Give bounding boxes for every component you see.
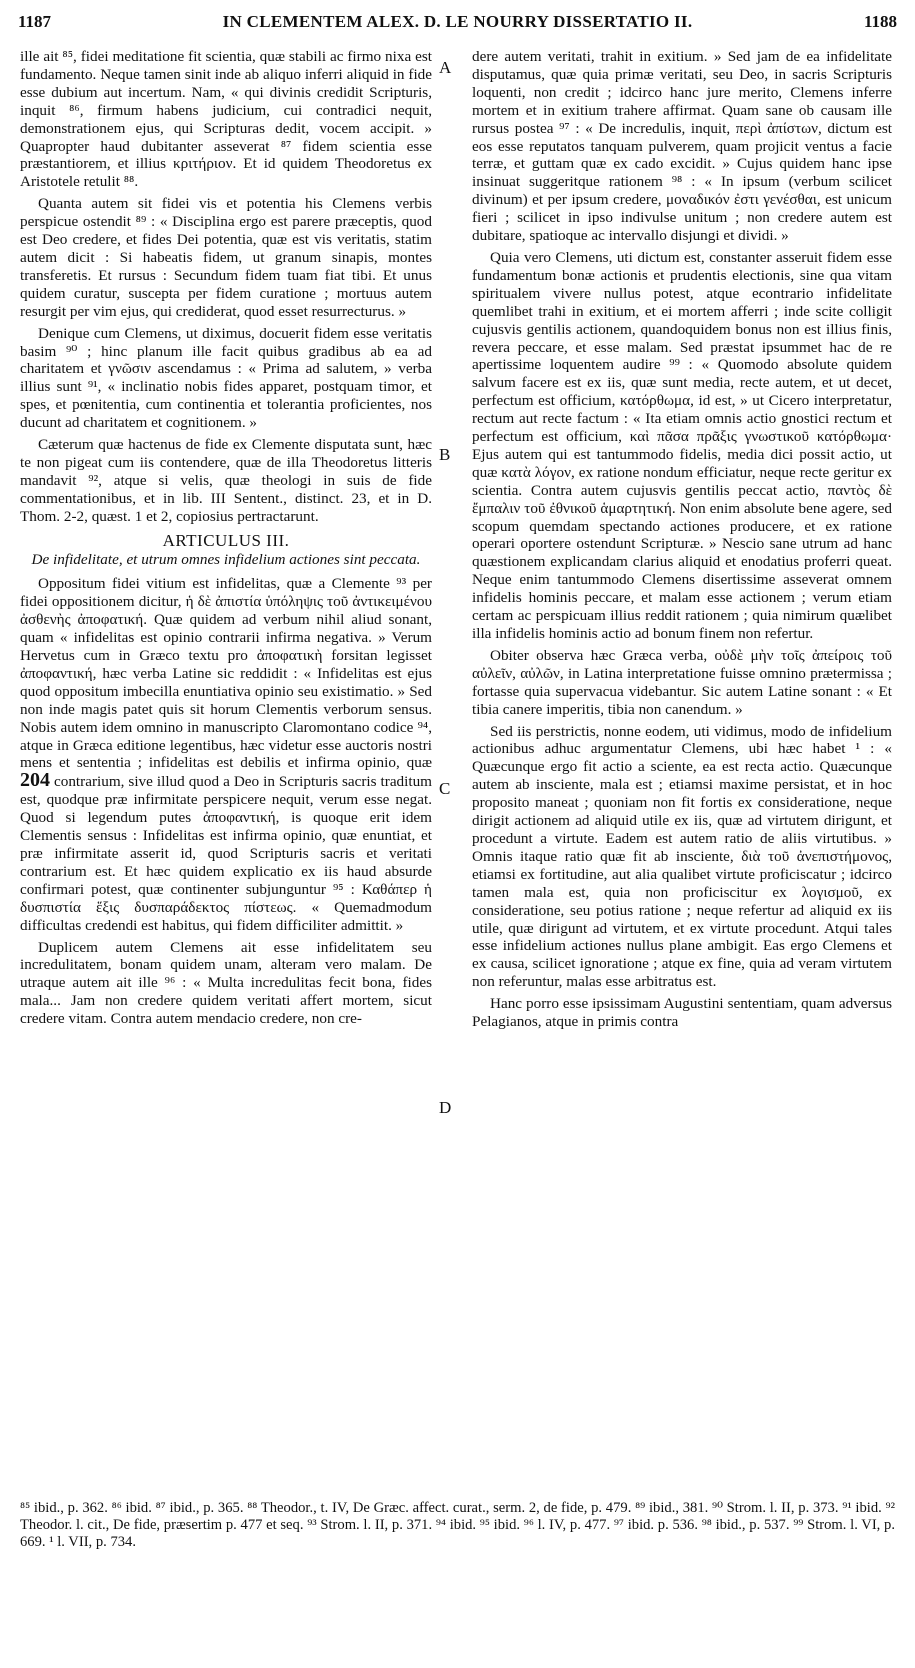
- section-marker-b: B: [439, 445, 451, 464]
- paragraph-text: contrarium, sive illud quod a Deo in Scripturis sacris traditum est, quodque præ infirmitate perspicere nequit, verum esse negat. Quod si legendum putes ἀποφαντική, is quoque erit idem Clementis sensus : Infidelitas est infirma opinio, quæ enuntiat, et præ infirmitate asserit id, quod Scripturis sacris et veritati contrarium est. Et hæc quidem explicatio ex iis haud absurde confirmari potest, quæ continenter subjunguntur ⁹⁵ : Καθάπερ ἡ δυσπιστία ἕξις δυσπαράδεκτος πίστεως. « Quemadmodum difficultas credendi est habitus, qui fidem difficiliter admittit. »: [20, 773, 432, 934]
- paragraph: Quia vero Clemens, uti dictum est, constanter asseruit fidem esse fundamentum bonæ actionis et prudentis electionis, sine qua vitam spiritualem vivere nullus potest, atque econtrario infidelitate quemlibet trahi in exitium, et ei mortem afferri ; inde scite colligit cujusvis gentilis actionem, quandoquidem bonus non est illius finis, revera peccare, et esse malam. Sed præstat ipsummet hac de re apertissime loquentem audire ⁹⁹ : « Quomodo absolute quidem salvum facere est ex iis, quæ sunt media, recte autem, et ut decet, perfectum est officium, κατόρθωμα, id est, » ut Cicero interpretatur, rectum aut recte factum : « Ita etiam omnis actio gnostici rectum et perfectum est officium, καὶ πᾶσα πρᾶξις γνωστικοῦ κατόρθωμα· Ejus autem qui est tantummodo fidelis, media dici possit actio, ut quæ κατὰ λόγον, ex ratione nondum efficiatur, neque recte geritur ex scientia. Contra autem cujusvis gentilis peccat actio, παντὸς δὲ ἔμπαλιν τοῦ ἐθνικοῦ ἁμαρτητική. Non enim absolute bene agere, sed scopum quemdam spectando actiones producere, et ex ratione operari oportere ostendunt Scripturæ. » Nescio sane utrum ad hanc quæstionem explicandam clarius aliquid et enodatius proferri queat. Neque enim tantummodo Clemens disertissime asseverat omnem infidelis hominis peccare, et malam esse actionem ; verum etiam certam ac perspicuam illius reddit rationem ; quia nimirum quælibet illa infidelis hominis actio ad bonum finem non refertur.: [472, 248, 892, 642]
- section-marker-d: D: [439, 1098, 452, 1117]
- right-column: [472, 48, 892, 1668]
- article-heading: ARTICULUS III.: [162, 530, 290, 550]
- paragraph: Quanta autem sit fidei vis et potentia his Clemens verbis perspicue ostendit ⁸⁹ : « Disciplina ergo est parere præceptis, quod est Deo credere, et fides Dei potentia, quæ est vis veritatis, statim autem dicit : Si habeatis fidem, ut granum sinapis, montes transferetis. Et rursus : Secundum fidem tuam fiat tibi. Et unus quidem curatur, suscepta per fidem curatione ; mortuus autem resurgit per vim ejus, qui crediderat, quod esset resurrecturus. »: [20, 195, 432, 320]
- page-header: [18, 8, 897, 34]
- paragraph: Cæterum quæ hactenus de fide ex Clemente disputata sunt, hæc te non pigeat cum iis contendere, quæ de illa Theodoretus litteris mandavit ⁹², atque si velis, quæ theologi in suis de fide commentationibus, et in lib. III Sentent., distinct. 23, et in D. Thom. 2-2, quæst. 1 et 2, copiosius pertractarunt.: [20, 436, 432, 525]
- paragraph: ille ait ⁸⁵, fidei meditatione fit scientia, quæ stabili ac firmo nixa est fundamento. Neque tamen sinit inde ab aliquo inferri aliquid in fide esse dubium aut incertum. Nam, « qui divinis credidit Scripturis, inquit ⁸⁶, firmum habens judicium, cui contradici nequit, demonstrationem ejus, qui Scripturas dedit, vocem accipit. » Quapropter haud dubitanter asseverat ⁸⁷ fidem scientia esse præstantiorem, et illius κριτήριον. Et id quidem Theodoretus ex Aristotele retulit ⁸⁸.: [20, 48, 432, 191]
- footnotes: ⁸⁵ ibid., p. 362. ⁸⁶ ibid. ⁸⁷ ibid., p. 365. ⁸⁸ Theodor., t. IV, De Græc. affect. curat., serm. 2, de fide, p. 479. ⁸⁹ ibid., 381. ⁹⁰ Strom. l. II, p. 373. ⁹¹ ibid. ⁹² Theodor. l. cit., De fide, præsertim p. 477 et seq. ⁹³ Strom. l. II, p. 371. ⁹⁴ ibid. ⁹⁵ ibid. ⁹⁶ l. IV, p. 477. ⁹⁷ ibid. p. 536. ⁹⁸ ibid., p. 537. ⁹⁹ Strom. l. VI, p. 669. ¹ l. VII, p. 734.: [20, 1500, 895, 1550]
- article-subtitle: De infidelitate, et utrum omnes infidelium actiones sint peccata.: [31, 551, 421, 569]
- right-page-number: 1188: [863, 12, 897, 31]
- paragraph: Denique cum Clemens, ut diximus, docuerit fidem esse veritatis basim ⁹⁰ ; hinc planum ille facit quibus gradibus ab ea ad charitatem et γνῶσιν ascendamus : « Prima ad salutem, » verba illius sunt ⁹¹, « inclinatio nobis fides apparet, postquam timor, et spes, et pœnitentia, cum continentia et tolerantia proficientes, nos ducunt ad charitatem et cognitionem. »: [20, 324, 432, 432]
- paragraph: Duplicem autem Clemens ait esse infidelitatem seu incredulitatem, bonam quidem unam, alteram vero malam. De utraque autem ait ille ⁹⁶ : « Multa incredulitas fecit bona, fides mala... Jam non credere quidem veritati affert mortem, sicut credere vitam. Contra autem mendacio credere, non cre-: [20, 938, 432, 1028]
- section-marker-a: A: [439, 58, 452, 77]
- paragraph: Obiter observa hæc Græca verba, οὐδὲ μὴν τοῖς ἀπείροις τοῦ αὐλεῖν, αὐλῶν, in Latina interpretatione fuisse omnino prætermissa ; fortasse quia supervacua videbantur. Sic autem Latine sonant : « Et tibia canere imperitis, tibia non canendum. »: [472, 646, 892, 718]
- paragraph: Hanc porro esse ipsissimam Augustini sententiam, quam adversus Pelagianos, atque in primis contra: [472, 995, 892, 1031]
- left-column: [20, 48, 432, 1668]
- paragraph: Sed iis perstrictis, nonne eodem, uti vidimus, modo de infidelium actionibus adhuc argumentatur Clemens, ubi hæc habet ¹ : « Quæcunque ergo fit actio a sciente, ea est recta actio. Quæcunque autem ab insciente, mala est ; etiamsi maxime persistat, et in hoc proposito maneat ; quoniam non fit fortis ex consideratione, neque dirigit actionem ad aliquid utile ex iis, quæ ad virtutem dirigunt, et procedunt a virtute. Eadem est autem ratio de aliis virtutibus. » Omnis itaque ratio quæ fit ab insciente, διὰ τοῦ ἀνεπιστήμονος, etiamsi ex fortitudine, aut alia qualibet virtute proficiscatur ; idcirco tamen mala est, quia non proficiscitur ex λογισμοῦ, ex consideratione, seu potius ratione ; neque refertur ad aliquid ex iis utile, quæ dirigunt ad virtutem, et ex virtute procedunt. Atqui tales esse infidelium actiones nullus plane ambigit. Eas ergo Clemens et ex causa, scilicet ignoratione ; atque ex fine, quia ad veram virtutem non referuntur, malas esse arbitratus est.: [472, 722, 892, 991]
- section-marker-c: C: [439, 779, 451, 798]
- paragraph: dere autem veritati, trahit in exitium. » Sed jam de ea infidelitate disputamus, quæ quia primæ veritati, seu Deo, in sacris Scripturis loquenti, non credit ; idcirco hanc jure merito, Clemens inferre mortem et in exitium trahere affirmat. Quam sane ob causam ille rursus postea ⁹⁷ : « De incredulis, inquit, περὶ ἀπίστων, dictum est eos esse reputatos tanquam pulverem, quam projicit ventus a facie terræ, et guttam quæ ex cado excidit. » Cujus quidem hanc ipse insinuat suggeritque rationem ⁹⁸ : « In ipsum (verbum scilicet divinum) et per ipsum credere, μοναδικόν ἐστι γενέσθαι, est unicum fieri ; scilicet in ipso indivulse unitum ; non credere autem est dubitare, spatioque ac intervallo disjungi et dividi. »: [472, 48, 892, 245]
- left-page-number: 1187: [18, 12, 52, 31]
- column-number-marker: 204: [20, 769, 50, 792]
- paragraph-text: Oppositum fidei vitium est infidelitas, quæ a Clemente ⁹³ per fidei oppositionem dicitur, ἡ δὲ ἀπιστία ὑπόληψις τοῦ ἀντικειμένου ἀσθενὴς ἀποφατική. Quæ quidem ad verbum nihil aliud sonant, quam « infidelitas est opinio contrarii infirma negativa. » Verum Hervetus cum in Græco textu pro ἀποφατικὴ forsitan legisset ἀποφαντική, hæc verba Latine sic reddidit : « Infidelitas est ejus quod oppositum imbecilla enuntiativa opinio seu existimatio. » Sed non inde magis patet quis sit horum Clementis verborum sensus. Nobis autem idem omnino in manuscripto Claromontano codice ⁹⁴, atque in Græca editione legentibus, hæc videtur esse auctoris nostri mens et sententia ; infidelitas est debilis et infirma opinio, quæ: [20, 575, 432, 772]
- paragraph: [20, 575, 432, 934]
- running-title: IN CLEMENTEM ALEX. D. LE NOURRY DISSERTATIO II.: [222, 12, 693, 31]
